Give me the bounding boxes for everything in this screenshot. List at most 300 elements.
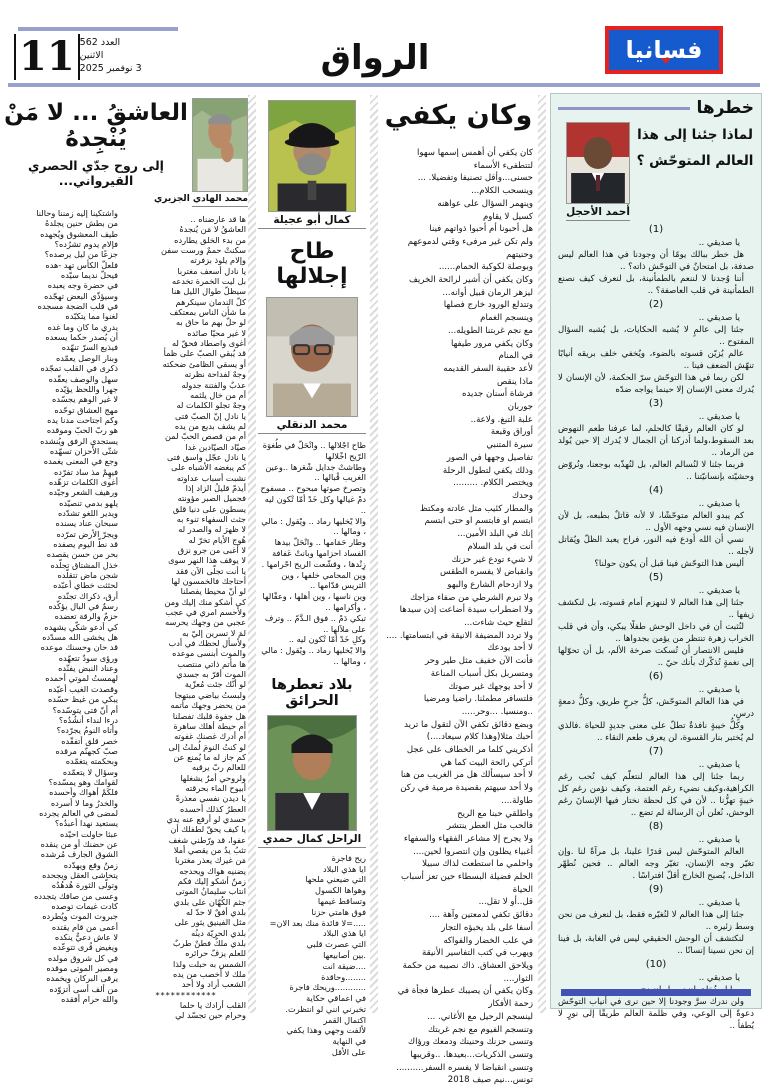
text-line: أم من قصص الحبّ لمن bbox=[165, 431, 246, 442]
wakan-author: كمال أبو عجيلة bbox=[258, 214, 366, 229]
text-line: يدري ما كان وما غده bbox=[47, 321, 118, 332]
text-line: بلدي أفقٌ لا حدّ له bbox=[185, 907, 246, 918]
text-line: ويدير اللغو تشدّده bbox=[57, 507, 118, 518]
text-line: أذكريني كلما مر الخطاف على عجل bbox=[406, 745, 533, 756]
text-line: لهمستُ لموتي أحمده bbox=[45, 673, 118, 684]
text-line: ما شأن الناس بمعتكف bbox=[169, 307, 246, 318]
text-line: وتنسجم الفيوم مع نجم غربتك bbox=[427, 1024, 533, 1035]
section-title: الرواق bbox=[320, 38, 430, 78]
text-line: جبروت الموت ويُطرده bbox=[42, 911, 118, 922]
text-line: (8) bbox=[648, 821, 664, 832]
text-line: يبكي من غيظ حسّده bbox=[48, 694, 118, 705]
khatariha-label: خطرها bbox=[696, 98, 754, 118]
text-line: تفاصيل وجهها في الصور bbox=[446, 452, 533, 463]
text-line: بلدي ملكٌ فطنٌ طربٌ bbox=[172, 938, 246, 949]
text-line: ورهيف الشعر وجيّده bbox=[49, 487, 118, 498]
text-line: جثم الكُهّان على بلدي bbox=[173, 896, 246, 907]
text-line: كم يبغضه الأشباه على bbox=[171, 462, 246, 473]
text-line: قد حان وحسنك موعده bbox=[40, 642, 118, 653]
text-line: ولن ندرك سرَّ وجودنا إلا حين نرى في أنياب التوحّش دعوةً إلى الوعي، وفي ظلمة العالم طريقًا إلى نورٍ لا يُطفأ .. bbox=[558, 997, 754, 1031]
text-line: مع نجم غربتنا الطويله... bbox=[448, 325, 533, 336]
text-line: ويلاحق العشاق. ذاك نصيبه من حكمة الثوار.... bbox=[402, 961, 533, 984]
tah-title: طاح إجلالها bbox=[276, 239, 348, 289]
text-line: فربما جئنا لا لنُسالم العالم، بل لنُهذّبه بوجعنا، ونُروّض وحشيّته بإنسانيّتنا .. bbox=[558, 460, 754, 482]
text-line: والمطار كئيب مثل عادته ومكتظ bbox=[419, 503, 533, 514]
text-line: لتقلع حيث شاءت... bbox=[464, 618, 533, 629]
text-line: يا صديقي .. bbox=[698, 412, 740, 422]
bilad-title: بلاد تعطرها الحرائق bbox=[271, 676, 353, 709]
text-line: ولأحسم امري في عجب bbox=[165, 607, 246, 618]
text-line: واحلمي ما استطعت لذاك سبيلا bbox=[422, 859, 533, 870]
text-line: ولا أحد سيهتم بقصيدة مرمية في ركن طاولة.... bbox=[400, 783, 533, 806]
text-line: أم أدرك غصنك غفوته bbox=[174, 731, 246, 742]
text-line: وينسجم الغمام bbox=[480, 313, 533, 324]
text-line: حسنى...وأقل تصنيفا وتفضيلا. ... bbox=[417, 173, 533, 184]
text-line: عبثا حاولت احيّده bbox=[60, 828, 118, 839]
text-line: وكلِ خَدْ أمّا تْكون ليه .. bbox=[288, 634, 366, 645]
issue-number: العدد 562 bbox=[79, 37, 121, 48]
text-line: وسؤال لا يتعمّده bbox=[62, 766, 118, 777]
text-line: يستعيد نهدا أعبدُه؟ bbox=[54, 818, 118, 829]
tah-author: محمد الدنقلي bbox=[258, 419, 366, 434]
column-separator bbox=[370, 95, 378, 1013]
text-line: فلعلّ الكأس تهد -هده bbox=[45, 259, 118, 270]
text-line: الشوق الجارف مُرشده bbox=[40, 849, 118, 860]
text-line: وكان يكفي أن أشير لرائحة الخريف bbox=[409, 275, 533, 286]
text-line: لو حلّ بهم ما حاق به bbox=[176, 317, 246, 328]
text-line: وينهمر السؤال على عواهنه bbox=[437, 198, 533, 209]
text-line: فيحلّ نديما سيّده bbox=[60, 270, 118, 281]
tah-poem bbox=[258, 440, 366, 667]
text-line: يا نادل إنّ الصبّ فتى bbox=[175, 410, 246, 421]
text-line: وتتدلع الورود خارج فصلها bbox=[443, 300, 533, 311]
text-line: فرشاة أسنان جديده bbox=[462, 389, 533, 400]
text-line: الشمس به حبلت ولذا bbox=[172, 958, 246, 969]
text-line: أتركي رائحة البيت كما هي bbox=[440, 757, 533, 768]
text-line: وتنسى الذكريات...بعيدها. ..وقريبها bbox=[410, 1049, 533, 1060]
text-line: ويهرب في كتب التفاسير الأنيقة bbox=[422, 948, 533, 959]
ashiq-poem-left-column bbox=[2, 208, 118, 1014]
text-line: سبحان عناد يسنده bbox=[55, 518, 118, 529]
text-line: فوق هامتي حزنا bbox=[311, 906, 366, 917]
text-line: يا كيف يحقّ لطفلك أن bbox=[170, 824, 246, 835]
text-line: من بطش حنين يجلدهُ bbox=[45, 218, 118, 229]
text-line: فالحب مثل العطر ينتشر bbox=[446, 821, 533, 832]
text-line: وطار حَمَامها .. وانْحَلّ بيدها الفساد احزامها وبانتْ عَفافة زِنْدها ، وقشّعت الريح احْرامها . bbox=[261, 537, 366, 569]
text-line: درءا لنداء أنشُدُه؟ bbox=[58, 714, 118, 725]
text-line: ........وحاقدة bbox=[321, 971, 366, 982]
text-line: فجميل الصبر مؤونته bbox=[177, 493, 246, 504]
text-line: أم من خال يلثمه bbox=[190, 389, 246, 400]
text-line: الموت أقرّ به جسدي bbox=[176, 669, 246, 680]
text-line: ولا ازدحام الشارع والبهو bbox=[447, 579, 533, 590]
text-line: ويغيض قُرى تتوعّده bbox=[52, 942, 118, 953]
text-line: انتاب سليمانُ الموتى bbox=[175, 886, 246, 897]
text-line: فليس الانتصار أن تُسكت صرخة الألم، بل أن تحوّلها إلى نغمةٍ تُذكّرك بأنك حيّ .. bbox=[558, 646, 754, 668]
khatariha-header-line bbox=[558, 107, 690, 110]
text-line: فأنت الآن خفيف مثل طير وحر bbox=[424, 656, 533, 667]
text-line: كادت غيمات توصده bbox=[51, 901, 118, 912]
text-line: وعناد النبض يفنّده bbox=[58, 663, 118, 674]
text-line: وتصرخ صوتها مبحوح .. مسفوح دمْ غيالها وكل خَدْ أمّا تْكون ليه .. bbox=[260, 483, 366, 515]
text-line: والله حرام أفقده bbox=[61, 994, 118, 1005]
logo-plane-icon bbox=[661, 58, 671, 64]
text-line: خذل المشتاق تجلّده bbox=[50, 559, 118, 570]
text-line: يا نادل أسعف مغتربا bbox=[177, 265, 246, 276]
text-line: بل ليت الخمرة تخدعه bbox=[171, 276, 246, 287]
article-ashiq bbox=[2, 96, 248, 1021]
text-line: الشعب أراد ولا أحد bbox=[181, 979, 246, 990]
text-line: ومتسربل بكل أسباب المناعة bbox=[430, 668, 533, 679]
text-line: التي ضيعني ملحها bbox=[305, 874, 366, 885]
text-line: هل خطر ببالك يومًا أن وجودنا في هذا العالم ليس صدفة، بل امتحانٌ في التوحّش ذاته؟ .. bbox=[558, 250, 754, 272]
text-line: وبضع دقائق تكفي الآن لتقول ما تريد bbox=[404, 719, 533, 730]
text-line: وأتاه النومُ يجرّده؟ bbox=[56, 725, 118, 736]
photo-kamal-hamdi bbox=[267, 715, 357, 831]
text-line: دقائق تكفي لدمعتين وآهة .... bbox=[429, 910, 533, 921]
text-line: في حضرة وجه يعبده bbox=[47, 280, 118, 291]
issue-date: 3 نوفمبر 2025 bbox=[79, 63, 142, 74]
text-line: شجن ماض تتقلّده bbox=[57, 570, 118, 581]
khatariha-title-line2: العالم المتوحّش ؟ bbox=[636, 153, 754, 169]
text-line: يضنيه هواك ويحدجه bbox=[179, 865, 246, 876]
text-line: لينسجم الرحيل مع الأغاني. ... bbox=[427, 1011, 533, 1022]
text-line: قد يُبقي الصبّ على ظمأ bbox=[163, 348, 246, 359]
text-line: لا ظهرَ له والصدر له bbox=[178, 524, 246, 535]
text-line: يا نادل عجّل واسق فتى bbox=[166, 451, 246, 462]
text-line: وذلك يكفي لتطول الرحلة bbox=[442, 465, 533, 476]
ashiq-author-block bbox=[154, 98, 248, 207]
text-line: أغوى واصطاد فحقّ له bbox=[172, 338, 246, 349]
text-line: ابتسم او فابتسم او حتى ابتسم bbox=[424, 516, 533, 527]
text-line: أم أنّ فتى يتوسّده؟ bbox=[52, 704, 118, 715]
ashiq-poem-right-column bbox=[126, 214, 246, 1021]
text-line: لم يشف بديع من يده bbox=[174, 420, 246, 431]
text-line: وهواها الكسول bbox=[315, 885, 366, 896]
text-line: لا عاش دعيٌّ ينكده bbox=[54, 932, 118, 943]
text-line: وكلُّ خيبةٍ نافذةٌ تطلّ على معنى جديدٍ للحياة .فالذي لم يُختبر بنار القسوة، لن يعرف طعم النقاء .. bbox=[558, 721, 754, 743]
text-line: أغبياء يظلون وإن انتصروا لحين.... bbox=[413, 846, 533, 857]
text-line: العاشقُ لا مَن يُنجدهُ bbox=[179, 224, 246, 235]
text-line: جوربان bbox=[507, 402, 533, 413]
text-line: أو يسقي الظامئ ضحكته bbox=[162, 358, 246, 369]
text-line: فلكَمْ أهواك وأحسده bbox=[49, 787, 118, 798]
text-line: وجهٌ لفداحة نظرته bbox=[184, 369, 246, 380]
text-line: يا ديدن نفسي معذرةً bbox=[175, 793, 246, 804]
text-line: لا غير الوهم يجسّده bbox=[52, 394, 118, 405]
text-line: هو ربّ الحبّ وموقده bbox=[46, 425, 118, 436]
text-line: يا صديقي .. bbox=[698, 973, 740, 983]
photo-ahmed-alahjal bbox=[566, 122, 630, 204]
text-line: لو أنّك جئت مُعزّية bbox=[184, 679, 246, 690]
text-line: يستجدي الرفق ويُنشده bbox=[40, 435, 118, 446]
text-line: واشتكينا إليه زمننا وحالنا bbox=[36, 208, 118, 218]
text-line: لقوامك وهو يمسّده؟ bbox=[48, 776, 118, 787]
photo-mohamed-elhadi-jaziri bbox=[192, 98, 248, 192]
text-line: في كل شروق مولده bbox=[47, 952, 118, 963]
text-line: وإلام يلوذ بزفرته bbox=[190, 255, 246, 266]
text-line: لمضى في العالم يجرده bbox=[39, 807, 118, 818]
text-line: ريح فاجرة bbox=[331, 852, 366, 863]
text-line: من بدء الخلق يطارده bbox=[174, 234, 246, 245]
text-line: جهرا واللحظ يؤيّده bbox=[55, 383, 118, 394]
text-line: لحثثت خطاي أعبّده bbox=[53, 580, 118, 591]
text-line: تبكي دَمْ .. فوق الـدَّمّ .. وترف على ملآلها .. bbox=[264, 612, 366, 634]
text-line: هل يخشى الله مسدّده bbox=[42, 632, 118, 643]
text-line: (3) bbox=[648, 398, 664, 409]
text-line: عذبٌ والفتنة جدوله bbox=[181, 379, 246, 390]
text-line: في هذا العالم المتوحّش، كلُّ جرحٍ طريق، وكلُّ دمعةٍ درسٍ، bbox=[558, 697, 754, 719]
text-line: ولا تبرم الشرطي من صفاء مزاجك bbox=[410, 592, 533, 603]
text-line: يلهو بدمي تنصيّده bbox=[59, 497, 118, 508]
text-line: عجبي من وجهك يحرسه bbox=[165, 617, 246, 628]
text-line: ولروحي أمرٌ يشغلها bbox=[180, 772, 246, 783]
text-line: ولبستُ بياضي مبتهجا bbox=[174, 689, 246, 700]
text-line: لا شيء تودع غير حزنك bbox=[451, 554, 533, 565]
issue-meta bbox=[80, 34, 148, 80]
text-line: جزعًا من ليل يرصده؟ bbox=[44, 249, 118, 260]
text-line: وتنسى انقباضا لا يفسره السفر.......... bbox=[396, 1062, 533, 1073]
column-separator bbox=[538, 95, 546, 1013]
ashiq-subtitle: إلى روح جدّي الحصري القيرواني... bbox=[28, 158, 164, 188]
text-line: يسطون على دنيا قلق bbox=[172, 503, 246, 514]
text-line: ولا تردد المضيفة الانيقة في ابتسامتها. .... bbox=[386, 630, 533, 641]
text-line: يا صديقي .. bbox=[698, 586, 740, 596]
text-line: سهل والوصف يعقّده bbox=[48, 373, 118, 384]
text-line: (5) bbox=[648, 572, 664, 583]
text-line: صيّاد الصيّادين غدا bbox=[185, 441, 246, 452]
text-line: فلتسافر مطمئنا. راضيا ومرضيا bbox=[423, 694, 533, 705]
text-line: سيظلّ طوال الليل هنا bbox=[171, 286, 246, 297]
text-line: وبحكمته يتغمّده bbox=[65, 756, 118, 767]
text-line: ايا هذي البلاد bbox=[322, 928, 366, 939]
text-line: في اعماقي حكاية bbox=[306, 993, 366, 1004]
text-line: لا أحد يودعك bbox=[487, 643, 533, 654]
text-line: مَن غيرك يعذر مغتربا bbox=[174, 855, 246, 866]
text-line: أرق، ذكراك تجنّده bbox=[57, 590, 118, 601]
text-line: نشبت أسباب عداوته bbox=[176, 472, 246, 483]
khatariha-title bbox=[636, 122, 754, 221]
text-line: ولا يجرح إلا مشاعر الفقهاء والسفهاء bbox=[403, 833, 533, 844]
bilad-poem bbox=[258, 853, 366, 1058]
text-line: ..ومنسيا. ...وحر..... bbox=[461, 706, 533, 717]
text-line: لأعد حقيبة السفر القديمه bbox=[443, 363, 533, 374]
text-line: يا صديقي .. bbox=[698, 760, 740, 770]
text-line: عفوا، قد ورّطني شغف bbox=[168, 834, 246, 845]
text-line: وبوصلة لكوكبة الحمام...... bbox=[438, 262, 533, 273]
text-line: في قلب الضجة مسجده bbox=[37, 301, 118, 312]
text-line: ملك لا أخصب من يده bbox=[172, 969, 246, 980]
text-line: علبة التبغ. ولاعة.. bbox=[470, 414, 533, 425]
text-line: وعسى من صافك يتجدده bbox=[34, 890, 118, 901]
text-line: لو أنّ محيطا يفصلنا bbox=[180, 586, 246, 597]
text-line: لألفت وجهي وهذا يكفي bbox=[286, 1025, 366, 1036]
column-middle bbox=[258, 100, 366, 1058]
text-line: اكتمال القمر bbox=[323, 1014, 366, 1025]
text-line: لا أحد سيسألك هل مر الغريب من هنا bbox=[400, 770, 533, 781]
text-line: زمنٌ أشكو إليك فكم bbox=[177, 876, 246, 886]
text-line: (1) bbox=[648, 224, 664, 235]
text-line: هل أحبونا أم أحبوا ذواتهم فينا bbox=[429, 224, 533, 235]
text-line: عن حضنك أو من ينقده bbox=[40, 838, 118, 849]
text-line: وكان يكفي مرور طيفها bbox=[450, 338, 533, 349]
text-line: صبّ كجهنّم مرقده bbox=[55, 745, 118, 756]
masthead bbox=[14, 34, 148, 80]
text-line: لكن ربما في هذا التوحّش سرّ الحكمة، لأن الإنسان لا يُدرك معنى الإنسان إلا حينما يواجه ضدّه bbox=[558, 373, 754, 395]
text-line: من ألف أسى أتزوّده bbox=[49, 983, 118, 994]
column-khatariha bbox=[550, 93, 762, 1031]
bilad-author: الراحل كمال حمدي bbox=[258, 833, 366, 848]
text-line: يتحاشى العقل ويجحده bbox=[42, 870, 118, 880]
text-line: فيهِمْ مذ ساد تفرّده bbox=[54, 466, 118, 477]
text-line: في علب الخضار والفواكه bbox=[443, 935, 533, 946]
text-line: يا صديقي .. bbox=[698, 238, 740, 248]
khatariha-body bbox=[558, 224, 754, 1031]
text-line: هل جفوة قلبك تفصلنا bbox=[172, 710, 246, 721]
text-line: كسيل لا يقاوم bbox=[482, 211, 533, 222]
text-line: لنكتشف أن الوحش الحقيقي ليس في الغابة، بل فينا إن نحن نسينا إنسانًا .. bbox=[558, 934, 754, 956]
text-line: كم يبدو العالم متوحّشًا، لا لأنه قاتلٌ بطبعه، بل لأن الإنسان فيه نسي وجهه الأول .. bbox=[558, 511, 754, 533]
header-rule-main bbox=[8, 83, 760, 87]
ashiq-title: العاشقُ ... لا مَنْ يُنْجِدهُ bbox=[4, 100, 188, 152]
header-rule-small bbox=[18, 27, 178, 31]
text-line: من يحضر وجهك مأتمه bbox=[170, 700, 246, 711]
text-line: ويختصر الكلام. ......... bbox=[453, 478, 533, 489]
text-line: وين المحامي خلفها ، وين التريس قدّامها .. bbox=[281, 569, 366, 591]
text-line: لمَ لا تسرين إليّ به bbox=[182, 627, 246, 638]
text-line: ورؤى سودٌ تتعهّده bbox=[58, 652, 118, 663]
text-line: الحلم فضيلة البسطاء حين تعز أسباب الحياة bbox=[401, 872, 533, 895]
text-line: والا يْخليها رماد .. ويْقول : مالي ، ومالها .. bbox=[261, 515, 366, 537]
text-line: ومصير الموتى موقده bbox=[46, 963, 118, 974]
text-line: ويجرّ الأرض تمرّده bbox=[56, 528, 118, 539]
text-line: هُوج الأيام تخرّ له bbox=[188, 534, 246, 545]
text-line: حزمٌ والرقة تعضده bbox=[54, 611, 118, 622]
issue-day: الاثنين bbox=[79, 50, 104, 61]
text-line: خصر قلق أتفقّده bbox=[61, 735, 118, 746]
text-line: أغوى الكلمات تزهّده bbox=[48, 476, 118, 487]
text-line: تثبُ يدُ من يقصي أملا bbox=[173, 844, 246, 855]
text-line: ها مأتم ذاتي منتصب bbox=[177, 658, 246, 669]
text-line: سيرة المتنبي bbox=[486, 440, 533, 451]
text-line: في النهاية bbox=[332, 1036, 366, 1047]
text-line: ولم تكن غير مرفىء وقتي لدموعهم وحنيتهم bbox=[407, 236, 533, 260]
text-line: مهج العشاق توحّده bbox=[54, 404, 118, 415]
text-line: (9) bbox=[648, 884, 664, 895]
text-line: بلدي الحريّة دينُه bbox=[191, 927, 246, 938]
text-line: حسدي لو أرفع عنه يدي bbox=[166, 813, 246, 824]
page-number: 11 bbox=[14, 34, 80, 80]
text-line: لا يوقف هذا النهر سوى bbox=[168, 555, 246, 566]
khatariha-author-block bbox=[566, 122, 630, 221]
text-line: وتنسى حزنك وحنينك ودمعك ورؤاك bbox=[408, 1037, 533, 1048]
text-line: أن يُصدر حكما يسعده bbox=[45, 332, 118, 343]
text-line: وجع في المعنى يغمده bbox=[43, 456, 118, 467]
text-line: (10) bbox=[645, 959, 667, 970]
column-separator bbox=[248, 95, 256, 1013]
logo-text: فسانيا bbox=[625, 36, 703, 64]
text-line: وحرام حين تجسّد لي bbox=[175, 1010, 246, 1021]
text-line: وحدك bbox=[511, 490, 533, 501]
text-line: العالم المتوحّش ليس قدرًا علينا، بل مرآةً لنا .وإن تغيّر وجه الإنسان، تغيّر وجه العالم .. فحين نُطهّر الداخل، يُصبح الخارج أقلّ افتراسًا . bbox=[558, 847, 754, 881]
text-line: وينسحب الكلام... bbox=[471, 186, 533, 197]
text-line: أسفا على بلد يخبؤه التجار bbox=[441, 922, 533, 933]
text-line: فإلام يدوم تشرُده؟ bbox=[54, 239, 118, 250]
text-line: ماذا ينقص bbox=[496, 376, 533, 387]
text-line: ايا هذي البلاد bbox=[322, 863, 366, 874]
khatariha-bottom-bar bbox=[561, 989, 751, 996]
text-line: والخدرُ وما لا أسرده bbox=[50, 797, 118, 808]
text-line: لا أغبى من جرو نزق bbox=[177, 545, 246, 555]
text-line: أحتاجك فالخمسون لها bbox=[171, 576, 246, 587]
text-line: التي عصرت قلبي bbox=[306, 939, 366, 950]
text-line: كان يكفي أن أهمس إسمها سهوا bbox=[417, 148, 533, 158]
text-line: .....=لا فائدة منك بعد الان= bbox=[269, 917, 366, 928]
text-line: إنك في البلد الأمين... bbox=[457, 529, 533, 540]
text-line: يا أنت تجلّى الآن فقد bbox=[175, 565, 246, 576]
text-line: جئنا إلى هذا العالم لا لنُغيّره فقط، بل لنعرف من نحن وسط زئيره .. bbox=[558, 910, 754, 932]
text-line: القلب أرادك يا حلما bbox=[179, 1000, 246, 1011]
text-line: جئنا إلى هذا العالم لا لننهزم أمام قسوته، بل لنكشف زيفها .. bbox=[558, 598, 754, 620]
text-line: يا صديقي .. bbox=[698, 898, 740, 908]
text-line: وتولّى الثورة هُدهُدُه bbox=[51, 880, 118, 891]
text-line: عالم يُزيّن قسوته بالضوء، ويُخفي خلف بريقه أنيابًا تنهّش الضعف فينا .. bbox=[558, 349, 754, 371]
text-line: في المنام bbox=[498, 351, 533, 362]
text-line: رسمٌ في البال يؤكّده bbox=[48, 601, 118, 612]
text-line: والا يْخليها رماد .. ويْقول : مالي ، ومالها .. bbox=[261, 645, 366, 666]
text-line: لا غير محيّا صائده bbox=[187, 327, 246, 338]
text-line: واطلقي حبنا مع الريح bbox=[457, 808, 533, 819]
text-line: ها قد عارضناه .. bbox=[190, 214, 246, 224]
khatariha-top bbox=[558, 122, 754, 221]
text-line: .بين أصابيعها bbox=[323, 949, 366, 960]
text-line: لتتطفىء الأسماء bbox=[473, 160, 533, 171]
text-line: تونس...نيم صيف 2018 bbox=[447, 1075, 533, 1086]
text-line: ************ bbox=[155, 989, 217, 1000]
text-line: ولا اضطراب سيدة أضاعت إذن سيدها bbox=[399, 605, 533, 616]
text-line: سكنتْ حممٌ ورست سفن bbox=[161, 245, 246, 256]
text-line: أننا وُجدنا لا لننعم بالطمأنينة، بل لنعرف كيف نصنع الطمأنينة في قلب العاصفة؟ .. bbox=[558, 274, 754, 296]
text-line: يا صديقي .. bbox=[698, 685, 740, 695]
text-line: مثل الفينيق يثور على bbox=[174, 917, 246, 928]
text-line: جئنا إلى عالمٍ لا يُشبه الحكايات، بل يُشبه السؤال المفتوح .. bbox=[558, 325, 754, 347]
text-line: كي أشكو منك إليك ومن bbox=[164, 596, 246, 607]
text-line: يرقى البركان ويخمده bbox=[46, 973, 118, 984]
text-line: يا صديقي .. bbox=[698, 499, 740, 509]
text-line: يا صديقي .. bbox=[698, 835, 740, 845]
text-line: (2) bbox=[648, 299, 664, 310]
photo-mohamed-dongoli bbox=[266, 297, 358, 417]
text-line: وطاشتْ جدايل شْعَرها ..وعين الغريب قْبالها .. bbox=[265, 461, 366, 483]
text-line: أليس هذا التوحّش فينا قبل أن يكون حولنا؟ bbox=[594, 559, 744, 569]
text-line: وبنار الوصل يعمّده bbox=[55, 352, 118, 363]
text-line: للعلم يزفّ حرائره bbox=[185, 948, 246, 959]
text-line: قل..أو لا تقل... bbox=[478, 897, 533, 908]
text-line: لو كنتُ النومَ لُملتُ إلى bbox=[168, 741, 246, 752]
text-line: للعالم ربّ يرقبه bbox=[191, 762, 246, 773]
text-line: وقصدت الغيب أعيّده bbox=[48, 683, 118, 694]
khatariha-author: أحمد الأحجل bbox=[566, 206, 630, 221]
text-line: وكان يكفي أن يصيبك عطرها فجأة في زحمة الأفكار bbox=[397, 986, 533, 1010]
text-line: وسيؤذّي البعض تهجّده bbox=[44, 290, 118, 301]
text-line: كم جاز له ما يُمنع عن bbox=[173, 751, 246, 762]
khatariha-header bbox=[558, 98, 754, 118]
text-line: ربما جئنا إلى هذا العالم لنتعلّم كيف نُحب رغم الكراهية،وكيف نضيء رغم العتمة، وكيف نؤمن رغم كل خيبةٍ تهزُّنا .. لأن في كل لحظة نختار فيها الإنسانَ رغم الوحش، نُعلن أن الرسالة لم تضع .. bbox=[558, 772, 754, 818]
text-line: ....ضيقة انت bbox=[322, 960, 366, 971]
text-line: بحر من حسن يقصده bbox=[46, 549, 118, 560]
text-line: ليزهر الرمان قبيل أوانه... bbox=[442, 287, 533, 298]
text-line: (7) bbox=[648, 746, 664, 757]
